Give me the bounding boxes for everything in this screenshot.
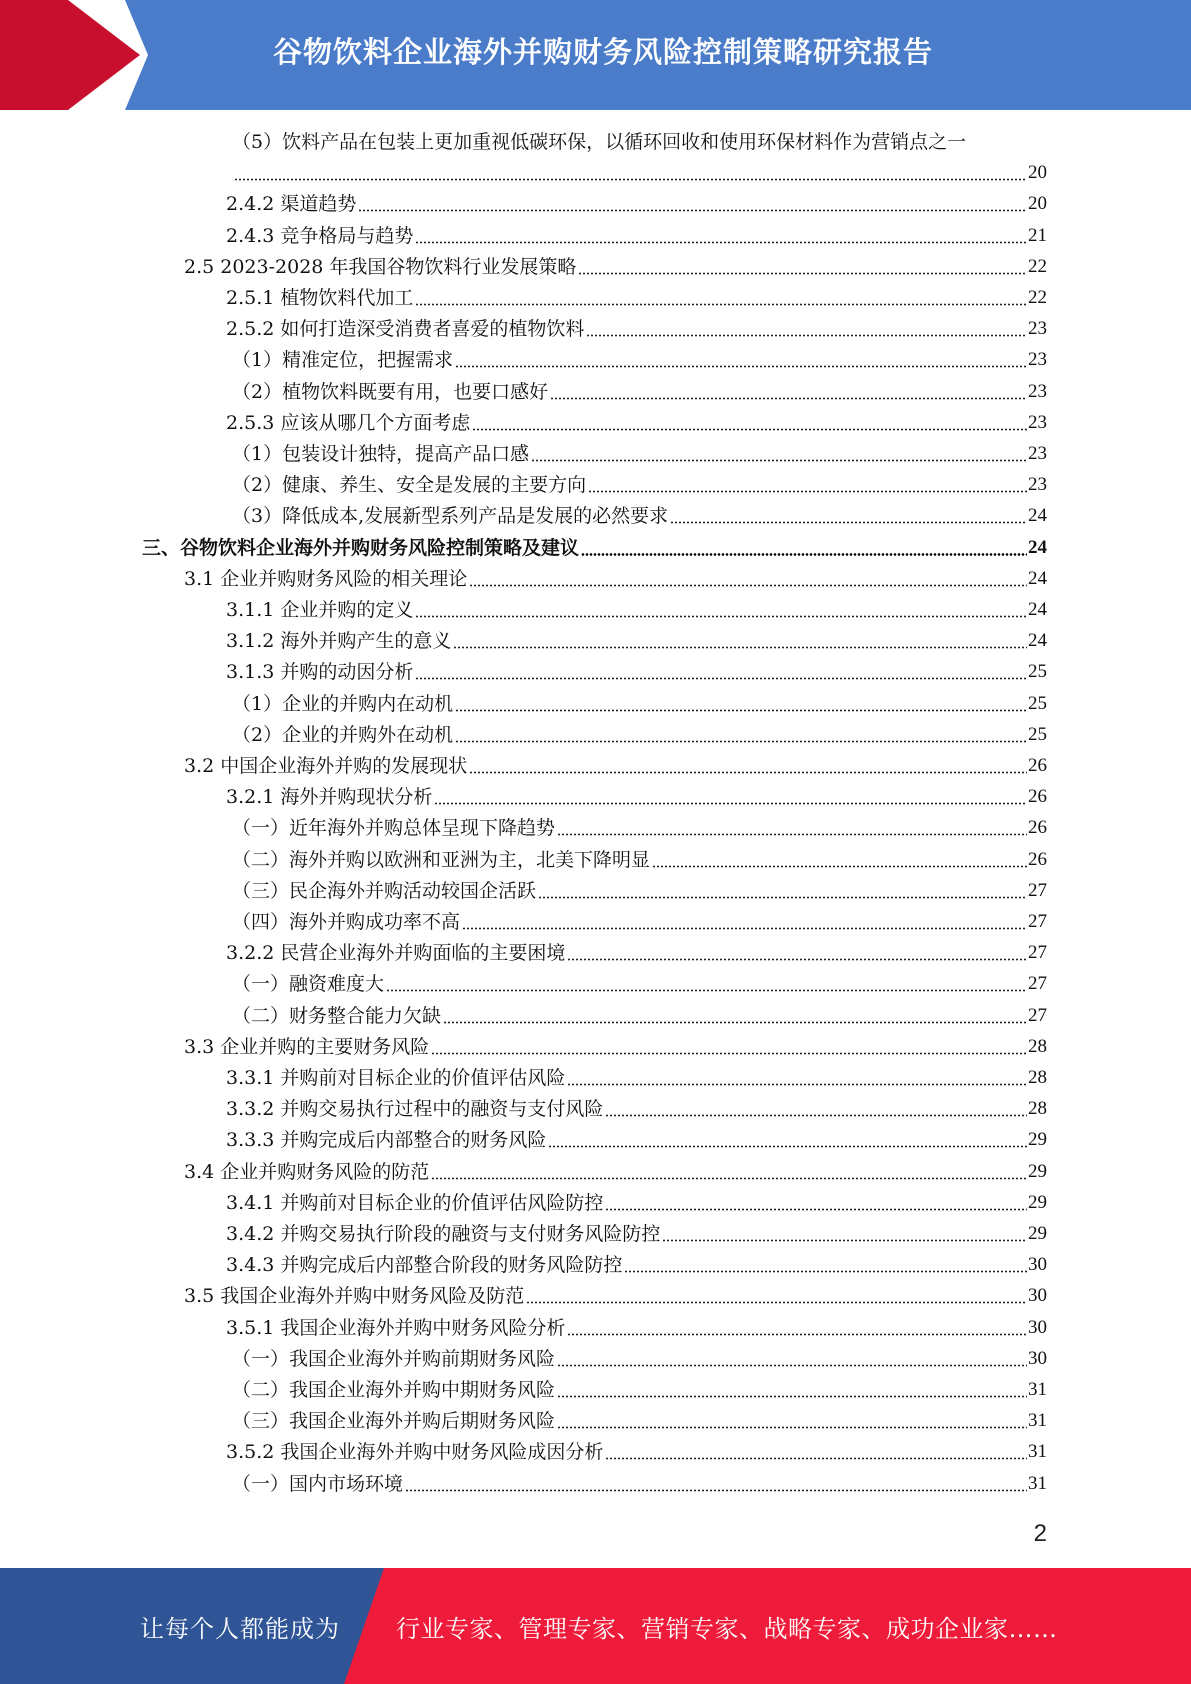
toc-entry-title: （2）企业的并购外在动机	[232, 723, 454, 746]
toc-entry-title: （二）海外并购以欧洲和亚洲为主，北美下降明显	[232, 848, 651, 871]
toc-entry-title: （三）我国企业海外并购后期财务风险	[232, 1410, 556, 1433]
toc-entry-wrapped-line2[interactable]	[232, 156, 1047, 187]
toc-dot-leader	[550, 382, 1027, 400]
toc-entry-title: （2）植物饮料既要有用，也要口感好	[232, 380, 549, 403]
toc-entry-title: （1）企业的并购内在动机	[232, 692, 454, 715]
toc-entry-title: 3.3.1 并购前对目标企业的价值评估风险	[226, 1067, 566, 1089]
toc-page-number: 29	[1028, 1129, 1047, 1151]
toc-dot-leader	[605, 1193, 1027, 1211]
toc-entry[interactable]	[226, 624, 1047, 655]
toc-page-number: 28	[1028, 1067, 1047, 1088]
toc-entry[interactable]	[232, 687, 1047, 718]
toc-entry[interactable]	[226, 187, 1047, 218]
toc-entry-title: 3.4.2 并购交易执行阶段的融资与支付财务风险防控	[226, 1223, 661, 1245]
toc-entry[interactable]	[226, 593, 1047, 624]
toc-page-number: 26	[1028, 786, 1047, 808]
toc-dot-leader	[581, 538, 1027, 556]
toc-dot-leader	[415, 662, 1027, 680]
toc-page-number: 20	[1028, 193, 1047, 215]
toc-entry[interactable]	[232, 1404, 1047, 1435]
toc-page-number: 23	[1028, 411, 1047, 433]
toc-entry-title: 3.5.1 我国企业海外并购中财务风险分析	[226, 1316, 566, 1339]
toc-entry[interactable]	[232, 999, 1047, 1030]
toc-entry-title: （二）我国企业海外并购中期财务风险	[232, 1379, 556, 1401]
toc-dot-leader	[557, 1380, 1027, 1398]
toc-dot-leader	[405, 1474, 1027, 1492]
toc-entry[interactable]	[232, 905, 1047, 936]
toc-dot-leader	[548, 1130, 1027, 1148]
footer-slogan-left: 让每个人都能成为	[140, 1614, 340, 1643]
toc-page-number: 25	[1028, 723, 1047, 745]
toc-page-number: 29	[1028, 1191, 1047, 1213]
toc-entry-title: （二）财务整合能力欠缺	[232, 1004, 442, 1027]
toc-dot-leader	[526, 1286, 1027, 1304]
toc-dot-leader	[605, 1442, 1027, 1460]
toc-dot-leader	[469, 569, 1027, 587]
toc-entry[interactable]	[226, 312, 1047, 343]
toc-page-number: 31	[1028, 1472, 1047, 1494]
toc-page-number: 31	[1028, 1379, 1047, 1400]
toc-dot-leader	[415, 226, 1027, 244]
toc-page-number: 31	[1028, 1410, 1047, 1432]
toc-dot-leader	[557, 818, 1027, 836]
toc-dot-leader	[386, 974, 1027, 992]
toc-entry[interactable]	[232, 343, 1047, 374]
toc-dot-leader	[670, 506, 1027, 524]
toc-dot-leader	[469, 756, 1027, 774]
toc-page-number: 29	[1028, 1160, 1047, 1182]
toc-page-number: 21	[1028, 224, 1047, 246]
toc-entry[interactable]	[142, 531, 1047, 562]
toc-entry[interactable]	[226, 1435, 1047, 1466]
toc-entry-title: 2.4.2 渠道趋势	[226, 193, 357, 216]
toc-entry-title: 3.4 企业并购财务风险的防范	[184, 1160, 430, 1183]
toc-entry-title: （一）国内市场环境	[232, 1472, 404, 1495]
toc-entry[interactable]	[226, 1123, 1047, 1154]
toc-page-number: 23	[1028, 380, 1047, 402]
toc-page-number: 24	[1028, 536, 1047, 558]
toc-dot-leader	[567, 943, 1027, 961]
toc-entry-title: 2.5.2 如何打造深受消费者喜爱的植物饮料	[226, 318, 585, 341]
toc-page-number: 25	[1028, 661, 1047, 683]
toc-entry-title: 3.3.2 并购交易执行过程中的融资与支付风险	[226, 1098, 604, 1121]
toc-page-number: 24	[1028, 630, 1047, 652]
toc-dot-leader	[434, 787, 1027, 805]
toc-page-number: 30	[1028, 1347, 1047, 1369]
report-title: 谷物饮料企业海外并购财务风险控制策略研究报告	[272, 34, 933, 69]
toc-page-number: 27	[1028, 1004, 1047, 1026]
toc-entry[interactable]	[226, 1311, 1047, 1342]
toc-dot-leader	[578, 257, 1027, 275]
toc-entry[interactable]	[232, 499, 1047, 530]
toc-entry[interactable]	[226, 1061, 1047, 1092]
toc-dot-leader	[472, 413, 1027, 431]
toc-entry[interactable]	[184, 1030, 1047, 1061]
toc-dot-leader	[557, 1349, 1027, 1367]
toc-page-number: 24	[1028, 567, 1047, 589]
toc-entry-title: 3.5 我国企业海外并购中财务风险及防范	[184, 1285, 525, 1308]
page-footer	[0, 1568, 1191, 1684]
toc-entry[interactable]	[232, 811, 1047, 842]
toc-entry[interactable]	[226, 281, 1047, 312]
toc-entry[interactable]	[232, 843, 1047, 874]
toc-page-number: 23	[1028, 318, 1047, 340]
toc-dot-leader	[431, 1162, 1027, 1180]
toc-entry-title: 三、谷物饮料企业海外并购财务风险控制策略及建议	[142, 536, 580, 559]
toc-page-number: 27	[1028, 942, 1047, 964]
toc-dot-leader	[557, 1411, 1027, 1429]
toc-page-number: 22	[1028, 255, 1047, 277]
toc-entry[interactable]	[226, 936, 1047, 967]
toc-dot-leader	[662, 1224, 1027, 1242]
toc-page-number: 20	[1028, 162, 1047, 184]
toc-entry[interactable]	[184, 1155, 1047, 1186]
toc-page-number: 27	[1028, 911, 1047, 932]
toc-page-number: 27	[1028, 879, 1047, 901]
toc-page-number: 26	[1028, 755, 1047, 776]
toc-entry-title: （三）民企海外并购活动较国企活跃	[232, 879, 537, 902]
toc-entry-title: 2.5.3 应该从哪几个方面考虑	[226, 411, 471, 434]
toc-entry[interactable]	[226, 219, 1047, 250]
page-number: 2	[1033, 1520, 1047, 1547]
toc-dot-leader	[652, 850, 1027, 868]
toc-page-number: 23	[1028, 349, 1047, 371]
toc-entry[interactable]	[226, 1092, 1047, 1123]
toc-entry[interactable]	[232, 375, 1047, 406]
toc-entry-title: 3.1 企业并购财务风险的相关理论	[184, 567, 468, 590]
toc-dot-leader	[455, 694, 1027, 712]
toc-page-number: 26	[1028, 817, 1047, 839]
toc-dot-leader	[567, 1318, 1027, 1336]
toc-page-number: 26	[1028, 848, 1047, 870]
toc-entry[interactable]	[184, 1279, 1047, 1310]
toc-entry-title: 3.1.3 并购的动因分析	[226, 661, 414, 684]
toc-dot-leader	[588, 475, 1027, 493]
toc-entry-title: （一）我国企业海外并购前期财务风险	[232, 1347, 556, 1370]
toc-entry-title: （1）包装设计独特，提高产品口感	[232, 443, 530, 465]
page-header	[0, 0, 1191, 110]
toc-dot-leader	[358, 194, 1027, 212]
toc-page-number: 24	[1028, 599, 1047, 620]
toc-entry[interactable]	[232, 967, 1047, 998]
toc-entry-title: 3.3.3 并购完成后内部整合的财务风险	[226, 1129, 547, 1152]
toc-entry[interactable]	[232, 437, 1047, 468]
toc-entry[interactable]	[232, 874, 1047, 905]
toc-page-number: 30	[1028, 1316, 1047, 1338]
toc-dot-leader	[624, 1255, 1027, 1273]
toc-page-number: 30	[1028, 1285, 1047, 1307]
toc-entry-title: （1）精准定位，把握需求	[232, 349, 454, 372]
toc-page-number: 28	[1028, 1035, 1047, 1057]
toc-entry[interactable]	[226, 780, 1047, 811]
toc-entry-title: 2.4.3 竞争格局与趋势	[226, 224, 414, 247]
toc-dot-leader	[538, 881, 1027, 899]
toc-entry-title: （一）融资难度大	[232, 973, 385, 996]
toc-page-number: 23	[1028, 443, 1047, 464]
toc-entry[interactable]	[184, 250, 1047, 281]
toc-dot-leader	[234, 163, 1027, 181]
toc-page-number: 24	[1028, 505, 1047, 527]
toc-entry[interactable]	[226, 1248, 1047, 1279]
toc-entry-title: 3.4.1 并购前对目标企业的价值评估风险防控	[226, 1191, 604, 1214]
toc-dot-leader	[455, 350, 1027, 368]
toc-dot-leader	[531, 444, 1027, 462]
toc-entry[interactable]	[184, 562, 1047, 593]
toc-entry-title: 3.2 中国企业海外并购的发展现状	[184, 755, 468, 777]
toc-entry-wrapped-line1: （5）饮料产品在包装上更加重视低碳环保，以循环回收和使用环保材料作为营销点之一	[232, 131, 967, 153]
toc-page-number: 27	[1028, 973, 1047, 995]
toc-page-number: 28	[1028, 1098, 1047, 1120]
toc-dot-leader	[415, 288, 1027, 306]
toc-entry[interactable]	[232, 468, 1047, 499]
toc-entry-title: 3.2.2 民营企业海外并购面临的主要困境	[226, 942, 566, 965]
toc-entry[interactable]	[226, 1217, 1047, 1248]
toc-entry-title: 3.5.2 我国企业海外并购中财务风险成因分析	[226, 1441, 604, 1464]
toc-entry[interactable]	[232, 1373, 1047, 1404]
toc-page-number: 22	[1028, 287, 1047, 308]
toc-dot-leader	[605, 1099, 1027, 1117]
toc-entry[interactable]	[232, 1342, 1047, 1373]
toc-entry-title: （2）健康、养生、安全是发展的主要方向	[232, 474, 587, 497]
toc-entry-title: （3）降低成本,发展新型系列产品是发展的必然要求	[232, 505, 669, 528]
toc-entry-title: 3.1.1 企业并购的定义	[226, 599, 414, 621]
toc-page-number: 31	[1028, 1441, 1047, 1463]
toc-dot-leader	[431, 1037, 1027, 1055]
toc-entry[interactable]	[226, 406, 1047, 437]
toc-dot-leader	[586, 319, 1027, 337]
toc-dot-leader	[443, 1006, 1027, 1024]
toc-entry[interactable]	[232, 718, 1047, 749]
footer-slogan-right: 行业专家、管理专家、营销专家、战略专家、成功企业家……	[396, 1614, 1058, 1643]
toc-page-number: 30	[1028, 1254, 1047, 1276]
toc-dot-leader	[455, 725, 1027, 743]
toc-entry-title: 2.5 2023-2028 年我国谷物饮料行业发展策略	[184, 255, 577, 278]
toc-entry-title: 3.2.1 海外并购现状分析	[226, 786, 433, 809]
toc-page-number: 29	[1028, 1223, 1047, 1244]
toc-entry-title: 2.5.1 植物饮料代加工	[226, 287, 414, 309]
toc-entry[interactable]	[226, 1186, 1047, 1217]
toc-dot-leader	[415, 600, 1027, 618]
toc-entry-title: 3.3 企业并购的主要财务风险	[184, 1035, 430, 1058]
toc-page-number: 23	[1028, 474, 1047, 496]
toc-dot-leader	[462, 912, 1027, 930]
toc-page-number: 25	[1028, 692, 1047, 714]
toc-entry-title: （一）近年海外并购总体呈现下降趋势	[232, 817, 556, 840]
toc-entry[interactable]	[184, 749, 1047, 780]
toc-dot-leader	[453, 631, 1027, 649]
toc-entry[interactable]	[226, 655, 1047, 686]
toc-dot-leader	[567, 1068, 1027, 1086]
toc-entry[interactable]	[232, 1467, 1047, 1498]
toc-entry-title: （四）海外并购成功率不高	[232, 911, 461, 933]
toc-entry-title: 3.4.3 并购完成后内部整合阶段的财务风险防控	[226, 1254, 623, 1277]
toc-entry-title: 3.1.2 海外并购产生的意义	[226, 630, 452, 653]
